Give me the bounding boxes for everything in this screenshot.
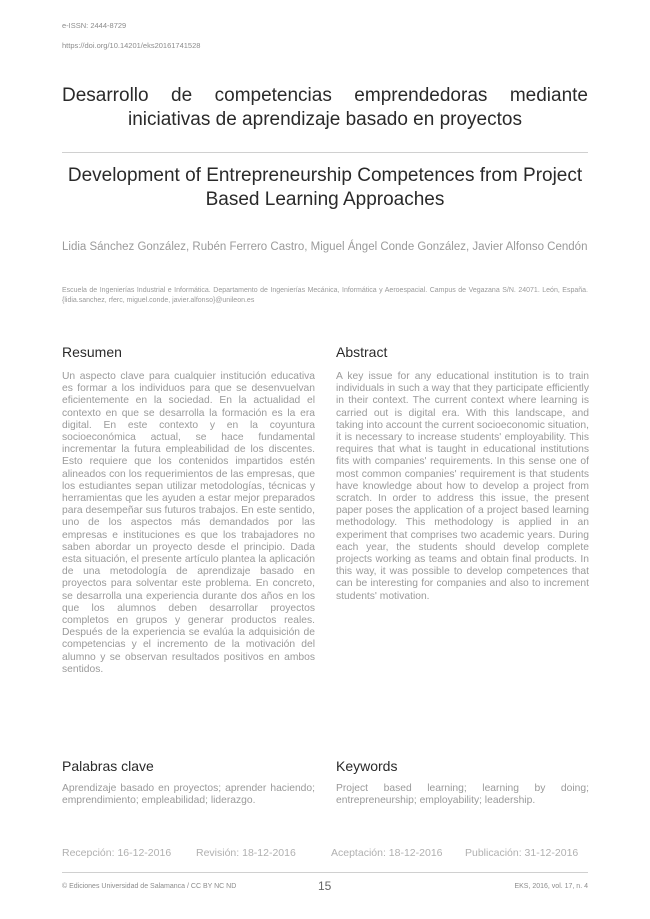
- footer-publisher: © Ediciones Universidad de Salamanca / CC BY NC ND: [62, 883, 237, 890]
- resumen-heading: Resumen: [62, 344, 122, 360]
- date-aceptacion: Aceptación: 18-12-2016: [331, 847, 443, 859]
- title-english: Development of Entrepreneurship Competences from Project Based Learning Approaches: [67, 165, 583, 210]
- page-number: 15: [318, 879, 332, 893]
- resumen-text: Un aspecto clave para cualquier institución educativa es formar a los individuos para que se desenvuelvan eficientemente en la sociedad. En la actualidad el contexto en que se desarrolla la formación es la era digital. En este contexto y en la coyuntura socioeconómica actual, se hace fundamental incrementar la futura empleabilidad de los discentes. Esto requiere que los contenidos impartidos estén alineados con los requerimientos de las empresas, que los estudiantes sepan utilizar metodologías, técnicas y herramientas que les ayuden a estar mejor preparados para desempeñar sus futuros trabajos. En este sentido, uno de los aspectos más demandados por las empresas e instituciones es que los trabajadores no saben abordar un proyecto desde el principio. Dada esta situación, el presente artículo plantea la aplicación de una metodología de aprendizaje basado en proyectos para solventar este problema. En concreto, se desarrolla una experiencia durante dos años en los que los alumnos deben desarrollar proyectos completos en grupos y generar productos reales. Después de la experiencia se evalúa la adquisición de competencias y el incremento de la motivación del alumno y se observan resultados positivos en ambos sentidos.: [62, 371, 315, 675]
- abstract-heading: Abstract: [336, 344, 388, 360]
- footer-journal: EKS, 2016, vol. 17, n. 4: [514, 883, 588, 890]
- issn: e-ISSN: 2444-8729: [62, 21, 127, 30]
- abstract-section: [336, 344, 589, 603]
- date-recepcion: Recepción: 16-12-2016: [62, 847, 172, 859]
- keywords-section: [336, 758, 589, 807]
- authors: Lidia Sánchez González, Rubén Ferrero Castro, Miguel Ángel Conde González, Javier Alfonso Cendón: [62, 241, 588, 253]
- keywords-heading: Keywords: [336, 758, 398, 774]
- title-divider: [62, 152, 588, 153]
- footer-divider: [62, 872, 588, 873]
- date-revision: Revisión: 18-12-2016: [196, 847, 296, 859]
- resumen-section: [62, 344, 315, 676]
- abstract-text: A key issue for any educational institution is to train individuals in such a way that they participate efficiently in their context. The current context where learning is carried out is digital era. With this landscape, and taking into account the current socioeconomic situation, it is necessary to increase students' employability. This requires that what is taught in educational institutions fits with companies' requirements. In this sense one of most common companies' requirement is that students have knowledge about how to develop a project from scratch. In order to address this issue, the present paper poses the application of a project based learning methodology. This methodology is applied in an experiment that comprises two academic years. During each year, the students should develop complete projects working as teams and obtain final products. In this way, it was possible to develop competences that can be interesting for companies and also to increment students' motivation.: [336, 371, 589, 602]
- title-spanish: Desarrollo de competencias emprendedoras mediante iniciativas de aprendizaje basado en proyectos: [62, 85, 588, 130]
- palabras-clave-section: [62, 758, 315, 807]
- keywords-text: Project based learning; learning by doing; entrepreneurship; employability; leadership.: [336, 783, 589, 807]
- doi-link[interactable]: https://doi.org/10.14201/eks20161741528: [62, 41, 201, 50]
- palabras-clave-heading: Palabras clave: [62, 758, 154, 774]
- date-publicacion: Publicación: 31-12-2016: [465, 847, 579, 859]
- affiliation: Escuela de Ingenierías Industrial e Informática. Departamento de Ingenierías Mecánica, Informática y Aeroespacial. Campus de Vegazana S/N. 24071. León, España. {lidia.sanchez, rferc, miguel.conde, javier.alfonso}@unileon.es: [62, 287, 588, 304]
- palabras-clave-text: Aprendizaje basado en proyectos; aprender haciendo; emprendimiento; empleabilidad; liderazgo.: [62, 783, 315, 807]
